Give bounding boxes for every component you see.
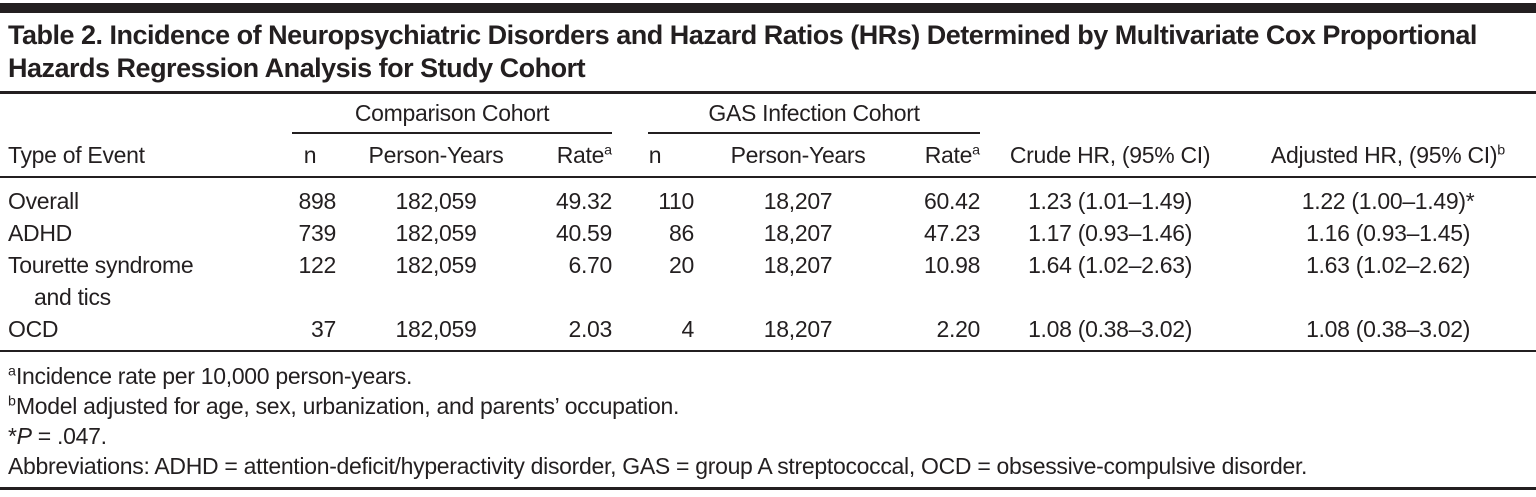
gas-person-years-cell: 18,207 (763, 188, 833, 214)
event-line-1: Tourette syndrome (8, 252, 194, 278)
gas-n-cell: 4 (612, 313, 698, 351)
rate-footnote-marker: a (972, 142, 981, 159)
footnote-b-text: Model adjusted for age, sex, urbanization, and parents’ occupation. (15, 393, 680, 419)
adjusted-hr-footnote-marker: b (1497, 142, 1506, 159)
gas-rate-cell: 10.98 (924, 252, 981, 278)
bottom-rule-bar (0, 487, 1536, 490)
col-header-type-of-event: Type of Event (0, 134, 280, 177)
gas-cohort-label: GAS Infection Cohort (648, 100, 980, 134)
comparison-person-years-cell: 182,059 (340, 313, 532, 351)
table-row-ocd (0, 313, 1536, 351)
footnote-b-marker: b (8, 393, 16, 410)
adjusted-hr-label: Adjusted HR, (95% CI) (1270, 142, 1498, 168)
footnote-b (8, 391, 1528, 421)
gas-rate-cell: 60.42 (924, 188, 981, 214)
comparison-n-cell: 122 (298, 252, 336, 278)
comparison-person-years-cell: 182,059 (395, 188, 477, 214)
event-cell: ADHD (8, 220, 72, 246)
crude-hr-cell: 1.23 (1.01–1.49) (1028, 188, 1193, 214)
footnotes (0, 352, 1536, 481)
footnote-p-symbol: P (16, 423, 32, 449)
footnote-abbreviations: Abbreviations: ADHD = attention-deficit/hyperactivity disorder, GAS = group A streptococcal, OCD = obsessive-compulsive disorder. (8, 453, 1308, 479)
gas-rate-cell: 2.20 (898, 313, 980, 351)
col-header-gas-n: n (612, 134, 698, 177)
comparison-n-cell: 739 (298, 220, 336, 246)
results-table (0, 94, 1536, 352)
comparison-n-cell: 37 (280, 313, 340, 351)
col-header-comparison-n: n (280, 134, 340, 177)
table-body (0, 177, 1536, 351)
col-header-gas-rate (898, 134, 980, 177)
spanner-empty-cell (1240, 94, 1536, 134)
crude-hr-cell: 1.17 (0.93–1.46) (1028, 220, 1193, 246)
adjusted-hr-cell: 1.63 (1.02–2.62) (1306, 252, 1471, 278)
comparison-rate-cell: 6.70 (568, 252, 613, 278)
table-header (0, 94, 1536, 177)
gas-n-cell: 110 (658, 188, 695, 214)
table-row-overall (0, 177, 1536, 217)
table-title: Table 2. Incidence of Neuropsychiatric Disorders and Hazard Ratios (HRs) Determined by Multivariate Cox Proportional Hazards Regression Analysis for Study Cohort (8, 20, 1477, 83)
adjusted-hr-cell: 1.22 (1.00–1.49)* (1301, 188, 1475, 214)
crude-hr-cell: 1.08 (0.38–3.02) (980, 313, 1240, 351)
gas-person-years-cell: 18,207 (763, 252, 833, 278)
event-cell: OCD (0, 313, 280, 351)
comparison-person-years-cell: 182,059 (395, 252, 477, 278)
gas-n-cell: 20 (669, 252, 695, 278)
col-header-crude-hr: Crude HR, (95% CI) (980, 134, 1240, 177)
footnote-p-text: = .047. (31, 423, 107, 449)
column-header-row (0, 134, 1536, 177)
rate-label: Rate (924, 142, 973, 168)
gas-person-years-cell: 18,207 (698, 313, 898, 351)
event-cell (0, 249, 280, 313)
comparison-rate-cell: 49.32 (555, 188, 613, 214)
gas-rate-cell: 47.23 (924, 220, 981, 246)
gas-cohort-spanner (612, 94, 980, 134)
footnote-a-marker: a (8, 363, 16, 380)
footnote-a (8, 361, 1528, 391)
top-rule-bar (0, 3, 1536, 13)
table-row-adhd (0, 217, 1536, 249)
footnote-p-marker: * (8, 423, 17, 449)
rate-footnote-marker: a (604, 142, 613, 159)
adjusted-hr-cell: 1.08 (0.38–3.02) (1240, 313, 1536, 351)
comparison-cohort-label: Comparison Cohort (292, 100, 612, 134)
cohort-spanner-row (0, 94, 1536, 134)
comparison-person-years-cell: 182,059 (395, 220, 477, 246)
comparison-n-cell: 898 (298, 188, 336, 214)
spanner-empty-cell (980, 94, 1240, 134)
col-header-gas-person-years: Person-Years (698, 134, 898, 177)
col-header-comparison-person-years: Person-Years (340, 134, 532, 177)
comparison-cohort-spanner (280, 94, 612, 134)
crude-hr-cell: 1.64 (1.02–2.63) (1028, 252, 1193, 278)
comparison-rate-cell: 2.03 (532, 313, 612, 351)
comparison-rate-cell: 40.59 (555, 220, 613, 246)
col-header-adjusted-hr (1240, 134, 1536, 177)
table-row-tourette (0, 249, 1536, 313)
footnote-a-text: Incidence rate per 10,000 person-years. (15, 363, 413, 389)
spanner-empty-cell (0, 94, 280, 134)
rate-label: Rate (556, 142, 605, 168)
event-line-2: and tics (34, 284, 111, 310)
adjusted-hr-cell: 1.16 (0.93–1.45) (1306, 220, 1471, 246)
gas-n-cell: 86 (669, 220, 695, 246)
col-header-comparison-rate (532, 134, 612, 177)
gas-person-years-cell: 18,207 (763, 220, 833, 246)
footnote-p-value (8, 421, 1528, 451)
event-cell: Overall (8, 188, 79, 214)
